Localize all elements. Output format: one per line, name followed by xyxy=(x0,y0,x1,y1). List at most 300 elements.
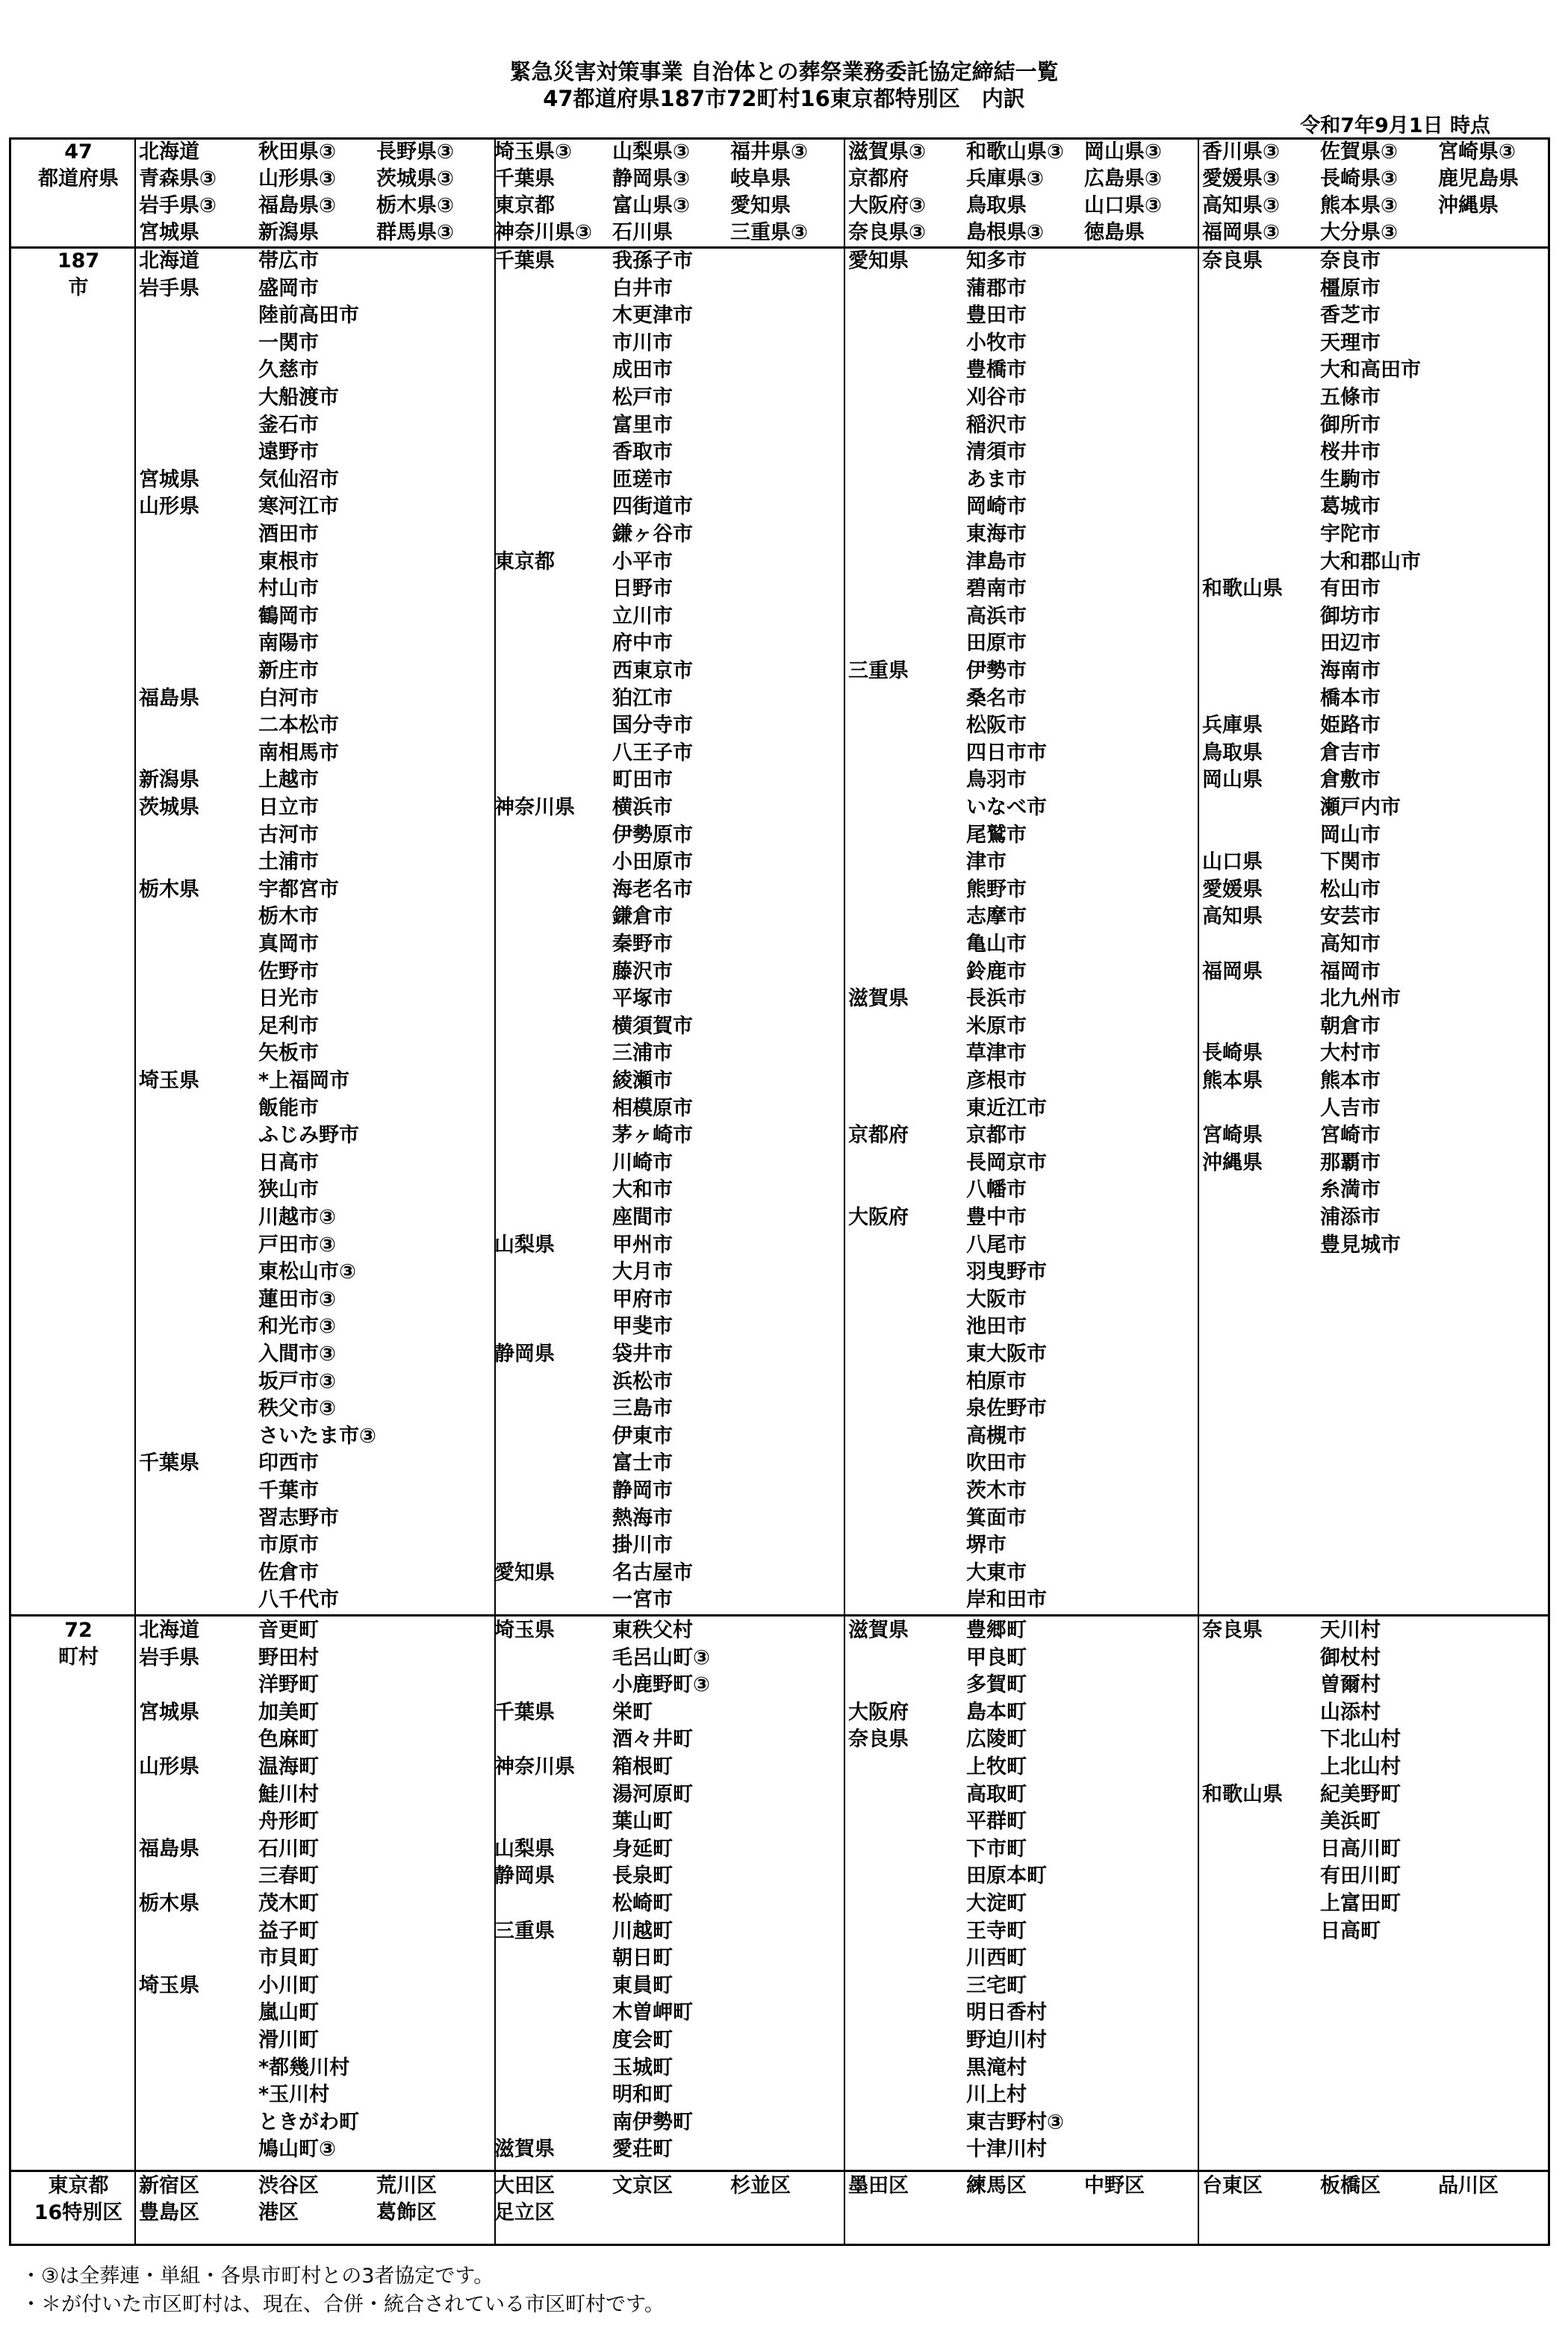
municipality-name: 高知市 xyxy=(1320,933,1381,956)
municipality-name: あま市 xyxy=(966,468,1027,491)
prefecture-cell: 鹿児島県 xyxy=(1438,167,1519,190)
municipality-name: 稲沢市 xyxy=(966,414,1027,437)
municipality-name: 橿原市 xyxy=(1320,277,1381,300)
municipality-name: 那覇市 xyxy=(1320,1151,1381,1174)
municipality-name: 寒河江市 xyxy=(258,495,339,518)
municipality-name: 飯能市 xyxy=(258,1097,319,1120)
prefecture-name: 岩手県 xyxy=(139,1646,199,1670)
municipality-name: 遠野市 xyxy=(258,441,319,464)
municipality-name: ふじみ野市 xyxy=(258,1124,359,1147)
municipality-name: 富士市 xyxy=(612,1451,673,1475)
municipality-name: 村山市 xyxy=(258,577,319,600)
municipality-name: 生駒市 xyxy=(1320,468,1381,491)
municipality-name: 田原市 xyxy=(966,632,1027,655)
prefecture-cell: 青森県③ xyxy=(139,167,217,190)
municipality-name: 東秩父村 xyxy=(612,1619,693,1642)
municipality-name: ときがわ町 xyxy=(258,2111,359,2134)
ward-name: 豊島区 xyxy=(139,2201,199,2224)
municipality-name: 柏原市 xyxy=(966,1370,1027,1393)
municipality-name: 三春町 xyxy=(258,1864,319,1888)
municipality-name: 富里市 xyxy=(612,414,673,437)
municipality-name: 津島市 xyxy=(966,550,1027,573)
prefecture-name: 岩手県 xyxy=(139,277,199,300)
municipality-name: 東海市 xyxy=(966,523,1027,546)
prefecture-cell: 富山県③ xyxy=(612,194,690,217)
municipality-name: 福岡市 xyxy=(1320,960,1381,983)
municipality-name: 度会町 xyxy=(612,2029,673,2052)
municipality-name: 大船渡市 xyxy=(258,386,339,409)
prefecture-cell: 秋田県③ xyxy=(258,140,336,164)
municipality-name: 玉城町 xyxy=(612,2056,673,2079)
municipality-name: 小川町 xyxy=(258,1974,319,1997)
municipality-name: 小牧市 xyxy=(966,332,1027,355)
municipality-name: 南陽市 xyxy=(258,632,319,655)
municipality-name: 和光市③ xyxy=(258,1315,336,1338)
municipality-name: 音更町 xyxy=(258,1619,319,1642)
column-divider xyxy=(1198,137,1199,2246)
section-divider xyxy=(9,246,1550,249)
municipality-name: 甲府市 xyxy=(612,1288,673,1311)
municipality-name: さいたま市③ xyxy=(258,1425,376,1448)
municipality-name: 川上村 xyxy=(966,2083,1027,2106)
municipality-name: 高浜市 xyxy=(966,605,1027,628)
municipality-name: 羽曳野市 xyxy=(966,1260,1047,1283)
prefecture-cell: 福岡県③ xyxy=(1202,221,1280,244)
municipality-name: 有田市 xyxy=(1320,577,1381,600)
municipality-name: 一関市 xyxy=(258,332,319,355)
municipality-name: 彦根市 xyxy=(966,1069,1027,1092)
footnotes xyxy=(21,2262,665,2319)
municipality-name: 草津市 xyxy=(966,1042,1027,1065)
prefecture-name: 山梨県 xyxy=(494,1838,555,1861)
municipality-name: 浜松市 xyxy=(612,1370,673,1393)
municipality-name: 茂木町 xyxy=(258,1892,319,1915)
municipality-name: 戸田市③ xyxy=(258,1233,336,1257)
prefecture-cell: 大分県③ xyxy=(1320,221,1398,244)
prefecture-cell: 大阪府③ xyxy=(848,194,926,217)
municipality-name: 熊野市 xyxy=(966,878,1027,901)
municipality-name: 坂戸市③ xyxy=(258,1370,336,1393)
municipality-name: 酒田市 xyxy=(258,523,319,546)
municipality-name: 矢板市 xyxy=(258,1042,319,1065)
municipality-name: 島本町 xyxy=(966,1701,1027,1724)
prefecture-name: 滋賀県 xyxy=(848,987,909,1010)
municipality-name: 酒々井町 xyxy=(612,1728,693,1751)
ward-name: 文京区 xyxy=(612,2174,673,2197)
municipality-name: 東吉野村③ xyxy=(966,2111,1064,2134)
prefecture-cell: 佐賀県③ xyxy=(1320,140,1398,164)
prefecture-name: 長崎県 xyxy=(1202,1042,1263,1065)
municipality-name: 小田原市 xyxy=(612,850,693,874)
prefecture-cell: 岡山県③ xyxy=(1084,140,1162,164)
prefecture-name: 千葉県 xyxy=(494,249,555,273)
municipality-name: 掛川市 xyxy=(612,1534,673,1557)
prefecture-name: 宮崎県 xyxy=(1202,1124,1263,1147)
prefecture-cell: 埼玉県③ xyxy=(494,140,572,164)
municipality-name: 亀山市 xyxy=(966,933,1027,956)
municipality-name: 五條市 xyxy=(1320,386,1381,409)
municipality-name: 千葉市 xyxy=(258,1479,319,1502)
municipality-name: 安芸市 xyxy=(1320,905,1381,928)
municipality-name: 大和市 xyxy=(612,1178,673,1201)
ward-name: 新宿区 xyxy=(139,2174,199,2197)
prefecture-cell: 宮城県 xyxy=(139,221,199,244)
prefecture-name: 山形県 xyxy=(139,495,199,518)
prefecture-name: 愛媛県 xyxy=(1202,878,1263,901)
municipality-name: 座間市 xyxy=(612,1206,673,1229)
municipality-name: 一宮市 xyxy=(612,1588,673,1611)
municipality-name: 身延町 xyxy=(612,1838,673,1861)
municipality-name: 古河市 xyxy=(258,824,319,847)
municipality-name: 豊橋市 xyxy=(966,358,1027,382)
municipality-name: 平塚市 xyxy=(612,987,673,1010)
municipality-name: 川西町 xyxy=(966,1947,1027,1970)
municipality-name: 尾鷲市 xyxy=(966,824,1027,847)
category-label: 東京都 xyxy=(48,2174,109,2197)
municipality-name: 秩父市③ xyxy=(258,1397,336,1420)
municipality-name: 大淀町 xyxy=(966,1892,1027,1915)
prefecture-cell: 福島県③ xyxy=(258,194,336,217)
prefecture-cell: 広島県③ xyxy=(1084,167,1162,190)
prefecture-name: 三重県 xyxy=(494,1920,555,1943)
prefecture-name: 三重県 xyxy=(848,659,909,682)
municipality-name: 三浦市 xyxy=(612,1042,673,1065)
municipality-name: 秦野市 xyxy=(612,933,673,956)
prefecture-name: 大阪府 xyxy=(848,1206,909,1229)
category-divider xyxy=(134,137,136,2246)
prefecture-cell: 熊本県③ xyxy=(1320,194,1398,217)
ward-name: 渋谷区 xyxy=(258,2174,319,2197)
prefecture-cell: 神奈川県③ xyxy=(494,221,592,244)
municipality-name: 箱根町 xyxy=(612,1755,673,1779)
prefecture-cell: 島根県③ xyxy=(966,221,1044,244)
prefecture-name: 静岡県 xyxy=(494,1864,555,1888)
ward-name: 葛飾区 xyxy=(376,2201,437,2224)
prefecture-name: 東京都 xyxy=(494,550,555,573)
municipality-name: 色麻町 xyxy=(258,1728,319,1751)
municipality-name: 葛城市 xyxy=(1320,495,1381,518)
municipality-name: 熊本市 xyxy=(1320,1069,1381,1092)
municipality-name: 舟形町 xyxy=(258,1810,319,1833)
municipality-name: 釜石市 xyxy=(258,414,319,437)
municipality-name: 松山市 xyxy=(1320,878,1381,901)
prefecture-name: 兵庫県 xyxy=(1202,714,1263,737)
prefecture-name: 神奈川県 xyxy=(494,1755,575,1779)
prefecture-cell: 北海道 xyxy=(139,140,199,164)
municipality-name: 栃木市 xyxy=(258,905,319,928)
prefecture-cell: 三重県③ xyxy=(730,221,808,244)
municipality-name: *玉川村 xyxy=(258,2083,330,2106)
municipality-name: 紀美野町 xyxy=(1320,1783,1401,1806)
municipality-name: 狛江市 xyxy=(612,687,673,710)
municipality-name: 蒲郡市 xyxy=(966,277,1027,300)
municipality-name: 奈良市 xyxy=(1320,249,1381,273)
municipality-name: 熱海市 xyxy=(612,1507,673,1530)
prefecture-cell: 石川県 xyxy=(612,221,673,244)
category-label: 72 xyxy=(64,1619,93,1642)
prefecture-cell: 山梨県③ xyxy=(612,140,690,164)
municipality-name: 伊東市 xyxy=(612,1425,673,1448)
municipality-name: 匝瑳市 xyxy=(612,468,673,491)
prefecture-name: 埼玉県 xyxy=(139,1069,199,1092)
municipality-name: 木曽岬町 xyxy=(612,2001,693,2024)
municipality-name: 白河市 xyxy=(258,687,319,710)
municipality-name: 新庄市 xyxy=(258,659,319,682)
category-label: 市 xyxy=(68,276,89,299)
municipality-name: 海老名市 xyxy=(612,878,693,901)
municipality-name: 十津川村 xyxy=(966,2138,1047,2161)
municipality-name: 甲斐市 xyxy=(612,1315,673,1338)
ward-name: 台東区 xyxy=(1202,2174,1263,2197)
prefecture-name: 奈良県 xyxy=(848,1728,909,1751)
municipality-name: *都幾川村 xyxy=(258,2056,350,2079)
municipality-name: 倉吉市 xyxy=(1320,741,1381,765)
municipality-name: 藤沢市 xyxy=(612,960,673,983)
prefecture-cell: 和歌山県③ xyxy=(966,140,1064,164)
municipality-name: 気仙沼市 xyxy=(258,468,339,491)
prefecture-cell: 鳥取県 xyxy=(966,194,1027,217)
municipality-name: 碧南市 xyxy=(966,577,1027,600)
municipality-name: 香取市 xyxy=(612,441,673,464)
municipality-name: 日立市 xyxy=(258,796,319,819)
municipality-name: 松戸市 xyxy=(612,386,673,409)
municipality-name: 海南市 xyxy=(1320,659,1381,682)
column-divider xyxy=(844,137,845,2246)
prefecture-name: 愛知県 xyxy=(494,1561,555,1584)
municipality-name: 石川町 xyxy=(258,1838,319,1861)
municipality-name: 長岡京市 xyxy=(966,1151,1047,1174)
prefecture-cell: 岐阜県 xyxy=(730,167,791,190)
municipality-name: 日野市 xyxy=(612,577,673,600)
municipality-name: 印西市 xyxy=(258,1451,319,1475)
municipality-name: 静岡市 xyxy=(612,1479,673,1502)
municipality-name: 名古屋市 xyxy=(612,1561,693,1584)
municipality-name: 宇都宮市 xyxy=(258,878,339,901)
municipality-name: 陸前高田市 xyxy=(258,304,359,327)
municipality-name: 鶴岡市 xyxy=(258,605,319,628)
municipality-name: 日高川町 xyxy=(1320,1838,1401,1861)
municipality-name: 朝倉市 xyxy=(1320,1015,1381,1038)
municipality-name: 米原市 xyxy=(966,1015,1027,1038)
as-of-date: 令和7年9月1日 時点 xyxy=(1300,114,1490,137)
municipality-name: 天理市 xyxy=(1320,332,1381,355)
prefecture-cell: 群馬県③ xyxy=(376,221,454,244)
prefecture-cell: 岩手県③ xyxy=(139,194,217,217)
municipality-name: 天川村 xyxy=(1320,1619,1381,1642)
municipality-name: 二本松市 xyxy=(258,714,339,737)
municipality-name: 湯河原町 xyxy=(612,1783,693,1806)
ward-name: 荒川区 xyxy=(376,2174,437,2197)
municipality-name: 多賀町 xyxy=(966,1673,1027,1696)
section-divider xyxy=(9,1614,1550,1617)
municipality-name: 八千代市 xyxy=(258,1588,339,1611)
prefecture-cell: 愛媛県③ xyxy=(1202,167,1280,190)
municipality-name: 大村市 xyxy=(1320,1042,1381,1065)
municipality-name: 府中市 xyxy=(612,632,673,655)
municipality-name: 小鹿野町③ xyxy=(612,1673,710,1696)
municipality-name: 田辺市 xyxy=(1320,632,1381,655)
municipality-name: 佐野市 xyxy=(258,960,319,983)
municipality-name: 有田川町 xyxy=(1320,1864,1401,1888)
municipality-name: 東根市 xyxy=(258,550,319,573)
ward-name: 大田区 xyxy=(494,2174,555,2197)
municipality-name: 鮭川村 xyxy=(258,1783,319,1806)
prefecture-name: 新潟県 xyxy=(139,768,199,791)
prefecture-name: 高知県 xyxy=(1202,905,1263,928)
prefecture-name: 熊本県 xyxy=(1202,1069,1263,1092)
municipality-name: 下市町 xyxy=(966,1838,1027,1861)
prefecture-name: 北海道 xyxy=(139,1619,199,1642)
municipality-name: 四日市市 xyxy=(966,741,1047,765)
municipality-name: 土浦市 xyxy=(258,850,319,874)
footnote: ・＊が付いた市区町村は、現在、合併・統合されている市区町村です。 xyxy=(21,2293,665,2316)
municipality-name: 成田市 xyxy=(612,358,673,382)
category-label: 町村 xyxy=(58,1646,99,1669)
municipality-name: 日高市 xyxy=(258,1151,319,1174)
municipality-name: 佐倉市 xyxy=(258,1561,319,1584)
municipality-name: 田原本町 xyxy=(966,1864,1047,1888)
ward-name: 杉並区 xyxy=(730,2174,791,2197)
municipality-name: 松阪市 xyxy=(966,714,1027,737)
prefecture-cell: 滋賀県③ xyxy=(848,140,926,164)
prefecture-name: 茨城県 xyxy=(139,796,199,819)
municipality-name: 豊田市 xyxy=(966,304,1027,327)
prefecture-cell: 奈良県③ xyxy=(848,221,926,244)
municipality-name: 三宅町 xyxy=(966,1974,1027,1997)
municipality-name: 大東市 xyxy=(966,1561,1027,1584)
municipality-name: 堺市 xyxy=(966,1534,1007,1557)
prefecture-name: 和歌山県 xyxy=(1202,1783,1283,1806)
prefecture-cell: 栃木県③ xyxy=(376,194,454,217)
municipality-name: 市川市 xyxy=(612,332,673,355)
municipality-name: 鳥羽市 xyxy=(966,768,1027,791)
prefecture-name: 京都府 xyxy=(848,1124,909,1147)
municipality-name: 八尾市 xyxy=(966,1233,1027,1257)
municipality-name: 明和町 xyxy=(612,2083,673,2106)
municipality-name: 下北山村 xyxy=(1320,1728,1401,1751)
municipality-name: 浦添市 xyxy=(1320,1206,1381,1229)
municipality-name: 温海町 xyxy=(258,1755,319,1779)
prefecture-name: 滋賀県 xyxy=(494,2138,555,2161)
municipality-name: 豊中市 xyxy=(966,1206,1027,1229)
municipality-name: 上越市 xyxy=(258,768,319,791)
ward-name: 墨田区 xyxy=(848,2174,909,2197)
municipality-name: いなべ市 xyxy=(966,796,1047,819)
prefecture-name: 千葉県 xyxy=(494,1701,555,1724)
municipality-name: 香芝市 xyxy=(1320,304,1381,327)
municipality-name: 大和高田市 xyxy=(1320,358,1421,382)
municipality-name: 池田市 xyxy=(966,1315,1027,1338)
municipality-name: 横浜市 xyxy=(612,796,673,819)
municipality-name: 毛呂山町③ xyxy=(612,1646,710,1670)
municipality-name: 岡山市 xyxy=(1320,824,1381,847)
municipality-name: 瀬戸内市 xyxy=(1320,796,1401,819)
prefecture-name: 大阪府 xyxy=(848,1701,909,1724)
municipality-name: 益子町 xyxy=(258,1920,319,1943)
municipality-name: 我孫子市 xyxy=(612,249,693,273)
prefecture-name: 滋賀県 xyxy=(848,1619,909,1642)
municipality-name: 市貝町 xyxy=(258,1947,319,1970)
municipality-name: 茨木市 xyxy=(966,1479,1027,1502)
municipality-name: 野迫川村 xyxy=(966,2029,1047,2052)
municipality-name: 宮崎市 xyxy=(1320,1124,1381,1147)
prefecture-cell: 愛知県 xyxy=(730,194,791,217)
municipality-name: 高取町 xyxy=(966,1783,1027,1806)
municipality-name: 習志野市 xyxy=(258,1507,339,1530)
municipality-name: 川越町 xyxy=(612,1920,673,1943)
municipality-name: 川崎市 xyxy=(612,1151,673,1174)
municipality-name: 鳩山町③ xyxy=(258,2138,336,2161)
municipality-name: 京都市 xyxy=(966,1124,1027,1147)
municipality-name: 高槻市 xyxy=(966,1425,1027,1448)
municipality-name: 広陵町 xyxy=(966,1728,1027,1751)
municipality-name: 横須賀市 xyxy=(612,1015,693,1038)
municipality-name: 茅ヶ崎市 xyxy=(612,1124,693,1147)
prefecture-name: 山形県 xyxy=(139,1755,199,1779)
municipality-name: 鎌倉市 xyxy=(612,905,673,928)
prefecture-name: 山梨県 xyxy=(494,1233,555,1257)
municipality-name: 橋本市 xyxy=(1320,687,1381,710)
prefecture-cell: 新潟県 xyxy=(258,221,319,244)
municipality-name: 豊郷町 xyxy=(966,1619,1027,1642)
municipality-name: 袋井市 xyxy=(612,1342,673,1366)
municipality-name: 白井市 xyxy=(612,277,673,300)
municipality-name: 糸満市 xyxy=(1320,1178,1381,1201)
municipality-name: 泉佐野市 xyxy=(966,1397,1047,1420)
municipality-name: 倉敷市 xyxy=(1320,768,1381,791)
municipality-name: 盛岡市 xyxy=(258,277,319,300)
municipality-name: 東大阪市 xyxy=(966,1342,1047,1366)
municipality-name: 国分寺市 xyxy=(612,714,693,737)
municipality-name: 津市 xyxy=(966,850,1007,874)
municipality-name: 南相馬市 xyxy=(258,741,339,765)
municipality-name: 八幡市 xyxy=(966,1178,1027,1201)
municipality-name: 吹田市 xyxy=(966,1451,1027,1475)
prefecture-name: 奈良県 xyxy=(1202,249,1263,273)
municipality-name: 東松山市③ xyxy=(258,1260,356,1283)
municipality-name: 足利市 xyxy=(258,1015,319,1038)
municipality-name: 人吉市 xyxy=(1320,1097,1381,1120)
prefecture-cell: 高知県③ xyxy=(1202,194,1280,217)
municipality-name: 明日香村 xyxy=(966,2001,1047,2024)
municipality-name: 八王子市 xyxy=(612,741,693,765)
municipality-name: 相模原市 xyxy=(612,1097,693,1120)
municipality-name: 清須市 xyxy=(966,441,1027,464)
document-subtitle: 47都道府県187市72町村16東京都特別区 内訳 xyxy=(543,86,1025,111)
ward-name: 足立区 xyxy=(494,2201,555,2224)
municipality-name: 愛荘町 xyxy=(612,2138,673,2161)
municipality-name: 真岡市 xyxy=(258,933,319,956)
municipality-name: 蓮田市③ xyxy=(258,1288,336,1311)
municipality-name: 志摩市 xyxy=(966,905,1027,928)
prefecture-name: 和歌山県 xyxy=(1202,577,1283,600)
municipality-name: 洋野町 xyxy=(258,1673,319,1696)
municipality-name: 岡崎市 xyxy=(966,495,1027,518)
prefecture-name: 鳥取県 xyxy=(1202,741,1263,765)
prefecture-name: 静岡県 xyxy=(494,1342,555,1366)
municipality-name: 桜井市 xyxy=(1320,441,1381,464)
municipality-name: 入間市③ xyxy=(258,1342,336,1366)
prefecture-cell: 宮崎県③ xyxy=(1438,140,1516,164)
prefecture-cell: 長野県③ xyxy=(376,140,454,164)
prefecture-name: 福島県 xyxy=(139,687,199,710)
municipality-name: 久慈市 xyxy=(258,358,319,382)
municipality-name: 野田村 xyxy=(258,1646,319,1670)
prefecture-name: 愛知県 xyxy=(848,249,909,273)
section-divider xyxy=(9,2170,1550,2172)
municipality-name: 箕面市 xyxy=(966,1507,1027,1530)
municipality-name: 甲州市 xyxy=(612,1233,673,1257)
